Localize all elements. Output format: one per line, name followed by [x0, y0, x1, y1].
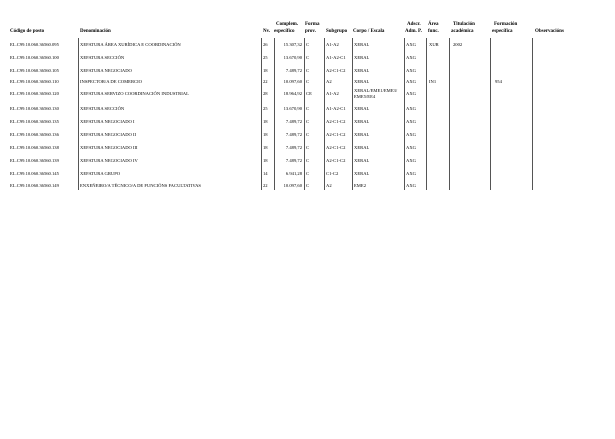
- cell-forma: C: [306, 171, 310, 176]
- cell-denominacion: XEFATURA NEGOCIADO: [80, 68, 132, 73]
- cell-nivel: 14: [263, 171, 268, 176]
- cell-codigo: EL.C99.10.060.36560.139: [10, 158, 59, 163]
- cell-nivel: 18: [263, 119, 268, 124]
- header-adscr-top: Adscr.: [407, 22, 421, 27]
- cell-subgrupo: A2-C1-C2: [326, 119, 346, 124]
- cell-titulacion: 2002: [453, 42, 463, 47]
- cell-subgrupo: A2: [326, 79, 332, 84]
- cell-corpo: XERAL/EME1/EME3/ EME5/EE4: [354, 88, 398, 99]
- cell-adscr: AXG: [406, 145, 416, 150]
- table-row: [0, 141, 615, 154]
- cell-nivel: 26: [263, 42, 268, 47]
- cell-forma: C: [306, 158, 310, 163]
- cell-subgrupo: A2-C1-C2: [326, 132, 346, 137]
- cell-codigo: EL.C99.10.060.36560.136: [10, 132, 59, 137]
- cell-corpo: XERAL: [354, 132, 370, 137]
- header-nivel: Nv.: [263, 29, 271, 34]
- cell-codigo: EL.C99.10.060.36560.105: [10, 68, 59, 73]
- table-row: [0, 179, 615, 192]
- header-adscr-bottom: Adm. P.: [405, 29, 422, 34]
- cell-denominacion: ENXEÑEIRO/A TÉCNICO/A DE FUNCIÓNS FACULTATIVAS: [80, 183, 201, 188]
- cell-corpo: XERAL: [354, 55, 370, 60]
- cell-corpo: XERAL: [354, 106, 370, 111]
- cell-adscr: AXG: [406, 42, 416, 47]
- header-subgrupo: Subgrupo: [326, 29, 348, 34]
- cell-corpo: XERAL: [354, 79, 370, 84]
- cell-denominacion: XEFATURA SECCIÓN: [80, 55, 125, 60]
- cell-nivel: 28: [263, 91, 268, 96]
- cell-denominacion: XEFATURA NEGOCIADO II: [80, 132, 137, 137]
- cell-subgrupo: A2: [326, 183, 332, 188]
- header-formacion-top: Formación: [494, 22, 518, 27]
- table-row: [0, 154, 615, 167]
- cell-nivel: 18: [263, 132, 268, 137]
- cell-subgrupo: A2-C1-C2: [326, 158, 346, 163]
- cell-nivel: 18: [263, 158, 268, 163]
- cell-forma: C: [306, 183, 310, 188]
- cell-codigo: EL.C99.10.060.36560.135: [10, 119, 59, 124]
- header-denominacion: Denominación: [80, 29, 111, 34]
- header-area-bottom: func.: [428, 29, 439, 34]
- header-complem-top: Complem.: [276, 22, 299, 27]
- cell-adscr: AXG: [406, 106, 416, 111]
- cell-denominacion: XEFATURA NEGOCIADO IV: [80, 158, 138, 163]
- cell-adscr: AXG: [406, 171, 416, 176]
- cell-area: XUR: [429, 42, 439, 47]
- cell-corpo: XERAL: [354, 158, 370, 163]
- cell-nivel: 22: [263, 79, 268, 84]
- cell-forma: C: [306, 68, 310, 73]
- header-area-top: Área: [428, 22, 439, 27]
- header-forma-top: Forma: [305, 22, 320, 27]
- cell-corpo: XERAL: [354, 42, 370, 47]
- cell-codigo: EL.C99.10.060.36560.110: [10, 79, 59, 84]
- cell-forma: C: [306, 106, 310, 111]
- cell-complemento: 7.489,72: [285, 119, 302, 124]
- cell-corpo: EME2: [354, 183, 366, 188]
- cell-subgrupo: A1-A2-C1: [326, 106, 346, 111]
- cell-complemento: 13.670,90: [283, 55, 302, 60]
- header-corpo: Corpo / Escala: [353, 29, 385, 34]
- cell-codigo: EL.C99.10.060.36560.130: [10, 106, 59, 111]
- cell-subgrupo: C1-C2: [326, 171, 339, 176]
- table-row: [0, 128, 615, 141]
- cell-codigo: EL.C99.10.060.36560.145: [10, 171, 59, 176]
- header-codigo: Código de posto: [10, 29, 45, 34]
- cell-forma: CE: [306, 91, 312, 96]
- cell-codigo: EL.C99.10.060.36560.100: [10, 55, 59, 60]
- table-row: [0, 115, 615, 128]
- cell-adscr: AXG: [406, 132, 416, 137]
- cell-adscr: AXG: [406, 79, 416, 84]
- cell-denominacion: XEFATURA NEGOCIADO I: [80, 119, 135, 124]
- table-row: [0, 102, 615, 115]
- cell-complemento: 10.097,60: [283, 183, 302, 188]
- cell-subgrupo: A2-C1-C2: [326, 145, 346, 150]
- cell-codigo: EL.C99.10.060.36560.138: [10, 145, 59, 150]
- cell-denominacion: XEFATURA ÁREA XURÍDICA E COORDINACIÓN: [80, 42, 181, 47]
- cell-formacion: 954: [495, 79, 502, 84]
- cell-forma: C: [306, 132, 310, 137]
- table-row: [0, 51, 615, 64]
- cell-forma: C: [306, 79, 310, 84]
- cell-nivel: 25: [263, 106, 268, 111]
- cell-denominacion: XEFATURA SERVIZO COORDINACIÓN INDUSTRIAL: [80, 91, 189, 96]
- header-titulacion-top: Titulación: [453, 22, 475, 27]
- cell-corpo: XERAL: [354, 171, 370, 176]
- cell-forma: C: [306, 119, 310, 124]
- cell-adscr: AXG: [406, 91, 416, 96]
- cell-nivel: 22: [263, 183, 268, 188]
- cell-subgrupo: A1-A2-C1: [326, 55, 346, 60]
- cell-codigo: EL.C99.10.060.36560.149: [10, 183, 59, 188]
- cell-denominacion: INSPECTOR/A DE COMERCIO: [80, 79, 142, 84]
- cell-forma: C: [306, 55, 310, 60]
- cell-complemento: 7.489,72: [285, 158, 302, 163]
- cell-adscr: AXG: [406, 68, 416, 73]
- cell-forma: C: [306, 145, 310, 150]
- cell-complemento: 7.489,72: [285, 68, 302, 73]
- header-formacion-bottom: específica: [492, 29, 513, 34]
- header-forma-bottom: prov.: [305, 29, 316, 34]
- header-complem-bottom: específico: [274, 29, 295, 34]
- header-observacions: Observacións: [535, 29, 564, 34]
- cell-nivel: 18: [263, 145, 268, 150]
- table-row: [0, 87, 615, 102]
- cell-complemento: 15.307,32: [283, 42, 302, 47]
- cell-denominacion: XEFATURA NEGOCIADO III: [80, 145, 138, 150]
- cell-denominacion: XEFATURA GRUPO: [80, 171, 121, 176]
- cell-adscr: AXG: [406, 183, 416, 188]
- cell-denominacion: XEFATURA SECCIÓN: [80, 106, 125, 111]
- table-row: [0, 38, 615, 51]
- cell-complemento: 18.964,92: [283, 91, 302, 96]
- cell-subgrupo: A1-A2: [326, 91, 339, 96]
- cell-corpo: XERAL: [354, 68, 370, 73]
- cell-nivel: 18: [263, 68, 268, 73]
- cell-complemento: 13.670,90: [283, 106, 302, 111]
- cell-adscr: AXG: [406, 119, 416, 124]
- cell-corpo: XERAL: [354, 145, 370, 150]
- cell-codigo: EL.C99.10.060.36560.120: [10, 91, 59, 96]
- cell-complemento: 7.489,72: [285, 145, 302, 150]
- cell-complemento: 10.097,60: [283, 79, 302, 84]
- cell-nivel: 25: [263, 55, 268, 60]
- header-titulacion-bottom: académica: [451, 29, 474, 34]
- cell-subgrupo: A2-C1-C2: [326, 68, 346, 73]
- cell-area: IN1: [429, 79, 437, 84]
- cell-codigo: EL.C99.10.060.36560.095: [10, 42, 59, 47]
- cell-corpo: XERAL: [354, 119, 370, 124]
- cell-adscr: AXG: [406, 55, 416, 60]
- cell-complemento: 7.489,72: [285, 132, 302, 137]
- cell-forma: C: [306, 42, 310, 47]
- cell-complemento: 6.941,28: [285, 171, 302, 176]
- cell-subgrupo: A1-A2: [326, 42, 339, 47]
- cell-adscr: AXG: [406, 158, 416, 163]
